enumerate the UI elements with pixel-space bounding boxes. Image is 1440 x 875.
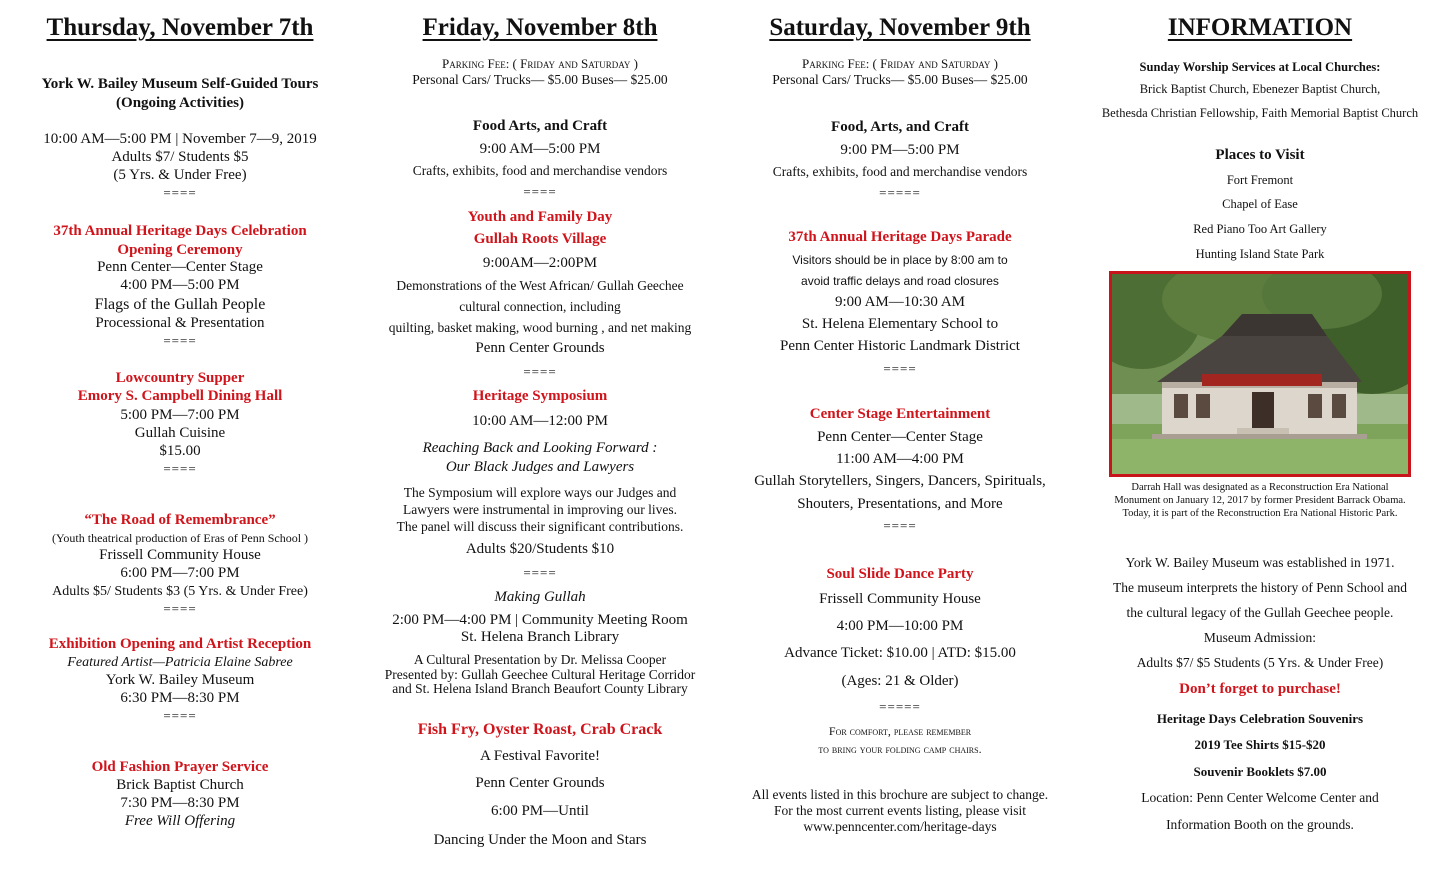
making-gullah-desc: A Cultural Presentation by Dr. Melissa Cooper: [413, 652, 667, 667]
opening-ceremony-location: Penn Center—Center Stage: [97, 259, 263, 275]
souvenirs-title: Heritage Days Celebration Souvenirs: [1156, 711, 1364, 726]
fish-fry-line: Penn Center Grounds: [475, 775, 605, 791]
exhibition-location: York W. Bailey Museum: [105, 672, 255, 688]
museum-tours-subtitle: (Ongoing Activities): [116, 95, 244, 111]
separator: ====: [883, 518, 917, 533]
center-stage-desc: Shouters, Presentations, and More: [797, 496, 1003, 512]
opening-ceremony-line: Processional & Presentation: [95, 315, 265, 331]
food-arts-time: 9:00 PM—5:00 PM: [840, 142, 960, 158]
photo-caption: Darrah Hall was designated as a Reconstruction Era National: [1131, 482, 1389, 493]
separator: ====: [163, 601, 197, 616]
purchase-location: Location: Penn Center Welcome Center and: [1141, 790, 1379, 805]
place-item: Chapel of Ease: [1222, 197, 1298, 211]
fish-fry-title: Fish Fry, Oyster Roast, Crab Crack: [417, 721, 663, 738]
youth-day-desc: Demonstrations of the West African/ Gullah Geechee: [396, 278, 684, 293]
symposium-desc: The Symposium will explore ways our Judges and: [403, 485, 677, 500]
parade-time: 9:00 AM—10:30 AM: [834, 294, 966, 310]
place-item: Red Piano Too Art Gallery: [1193, 222, 1327, 236]
museum-tours-free: (5 Yrs. & Under Free): [113, 167, 247, 183]
parking-prices: Personal Cars/ Trucks— $5.00 Buses— $25.00: [412, 72, 668, 87]
fish-fry-line: Dancing Under the Moon and Stars: [433, 832, 647, 848]
friday-heading: Friday, November 8th: [422, 14, 658, 41]
museum-admission-price: Adults $7/ $5 Students (5 Yrs. & Under Free): [1136, 655, 1384, 670]
food-arts-time: 9:00 AM—5:00 PM: [479, 141, 601, 157]
worship-title: Sunday Worship Services at Local Churches:: [1139, 60, 1381, 74]
parade-route: Penn Center Historic Landmark District: [780, 338, 1020, 354]
dance-party-price: Advance Ticket: $10.00 | ATD: $15.00: [784, 645, 1016, 661]
parking-prices: Personal Cars/ Trucks— $5.00 Buses— $25.00: [772, 72, 1028, 87]
separator: ====: [163, 333, 197, 348]
opening-ceremony-line: Flags of the Gullah People: [94, 296, 266, 313]
supper-price: $15.00: [159, 443, 201, 459]
change-notice: All events listed in this brochure are subject to change.: [751, 787, 1049, 802]
dance-party-location: Frissell Community House: [819, 591, 981, 607]
exhibition-time: 6:30 PM—8:30 PM: [120, 690, 240, 706]
website-url: www.penncenter.com/heritage-days: [803, 819, 997, 834]
youth-day-time: 9:00AM—2:00PM: [482, 255, 598, 271]
separator: ====: [163, 708, 197, 723]
booklets-price: Souvenir Booklets $7.00: [1193, 764, 1327, 779]
museum-info: The museum interprets the history of Penn School and: [1113, 580, 1407, 595]
supper-subtitle: Emory S. Campbell Dining Hall: [77, 388, 283, 404]
making-gullah-desc: Presented by: Gullah Geechee Cultural Heritage Corridor: [384, 667, 696, 682]
dance-party-time: 4:00 PM—10:00 PM: [836, 618, 964, 634]
separator: ====: [523, 565, 557, 580]
making-gullah-title: Making Gullah: [494, 589, 586, 605]
museum-info: the cultural legacy of the Gullah Geechee people.: [1126, 605, 1394, 620]
separator: =====: [879, 699, 921, 714]
youth-day-subtitle: Gullah Roots Village: [473, 231, 607, 247]
friday-column: [360, 0, 720, 875]
thursday-column: [0, 0, 360, 875]
fish-fry-line: 6:00 PM—Until: [491, 803, 589, 819]
food-arts-title: Food Arts, and Craft: [472, 118, 608, 134]
supper-food: Gullah Cuisine: [134, 425, 226, 441]
parking-fee: Parking Fee: ( Friday and Saturday ): [441, 56, 639, 71]
worship-churches: Bethesda Christian Fellowship, Faith Memorial Baptist Church: [1101, 106, 1419, 120]
separator: ====: [163, 461, 197, 476]
place-item: Hunting Island State Park: [1195, 247, 1325, 261]
parade-note: avoid traffic delays and road closures: [801, 274, 999, 288]
making-gullah-time: 2:00 PM—4:00 PM | Community Meeting Room: [392, 612, 688, 628]
exhibition-title: Exhibition Opening and Artist Reception: [48, 636, 312, 652]
museum-tours-price: Adults $7/ Students $5: [111, 149, 249, 165]
museum-admission-label: Museum Admission:: [1203, 630, 1317, 645]
museum-info: York W. Bailey Museum was established in 1971.: [1125, 555, 1395, 570]
center-stage-desc: Gullah Storytellers, Singers, Dancers, Spirituals,: [754, 473, 1046, 489]
camp-chairs-note: to bring your folding camp chairs.: [818, 742, 982, 756]
place-item: Fort Fremont: [1226, 173, 1294, 187]
road-price: Adults $5/ Students $3 (5 Yrs. & Under Free): [52, 584, 308, 599]
youth-day-title: Youth and Family Day: [467, 209, 613, 225]
camp-chairs-note: For comfort, please remember: [828, 724, 972, 738]
prayer-location: Brick Baptist Church: [116, 777, 244, 793]
change-notice: For the most current events listing, please visit: [774, 803, 1026, 818]
parade-title: 37th Annual Heritage Days Parade: [788, 229, 1012, 245]
symposium-subtitle: Reaching Back and Looking Forward :: [422, 440, 658, 456]
youth-day-desc: cultural connection, including: [459, 299, 621, 314]
opening-ceremony-time: 4:00 PM—5:00 PM: [120, 277, 240, 293]
food-arts-title: Food, Arts, and Craft: [831, 119, 969, 135]
food-arts-desc: Crafts, exhibits, food and merchandise vendors: [412, 163, 668, 178]
information-column: [1080, 0, 1440, 875]
separator: ====: [523, 364, 557, 379]
thursday-heading: Thursday, November 7th: [46, 14, 314, 41]
making-gullah-desc: and St. Helena Island Branch Beaufort County Library: [392, 681, 688, 696]
saturday-heading: Saturday, November 9th: [769, 14, 1031, 41]
youth-day-location: Penn Center Grounds: [475, 340, 605, 356]
supper-title: Lowcountry Supper: [115, 370, 245, 386]
worship-churches: Brick Baptist Church, Ebenezer Baptist Church,: [1139, 82, 1381, 96]
museum-tours-title: York W. Bailey Museum Self-Guided Tours: [41, 76, 319, 92]
symposium-time: 10:00 AM—12:00 PM: [472, 413, 608, 429]
road-subtitle: (Youth theatrical production of Eras of Penn School ): [51, 531, 309, 545]
opening-ceremony-title: 37th Annual Heritage Days Celebration: [53, 223, 307, 239]
purchase-location: Information Booth on the grounds.: [1166, 817, 1354, 832]
darrah-hall-illustration: [1112, 274, 1408, 474]
prayer-note: Free Will Offering: [124, 813, 236, 829]
symposium-desc: The panel will discuss their significant contributions.: [396, 519, 684, 534]
photo-caption: Today, it is part of the Reconstruction Era National Historic Park.: [1122, 508, 1398, 519]
parade-route: St. Helena Elementary School to: [801, 316, 999, 332]
separator: =====: [879, 185, 921, 200]
places-title: Places to Visit: [1215, 147, 1305, 163]
photo-caption: Monument on January 12, 2017 by former President Barrack Obama.: [1114, 495, 1406, 506]
separator: ====: [523, 184, 557, 199]
prayer-title: Old Fashion Prayer Service: [91, 759, 269, 775]
parking-fee: Parking Fee: ( Friday and Saturday ): [801, 56, 999, 71]
saturday-column: [720, 0, 1080, 875]
symposium-title: Heritage Symposium: [472, 388, 608, 404]
museum-tours-time: 10:00 AM—5:00 PM | November 7—9, 2019: [43, 131, 317, 147]
parade-note: Visitors should be in place by 8:00 am to: [792, 253, 1008, 267]
food-arts-desc: Crafts, exhibits, food and merchandise vendors: [772, 164, 1028, 179]
making-gullah-location: St. Helena Branch Library: [460, 629, 620, 645]
road-location: Frissell Community House: [99, 547, 261, 563]
purchase-title: Don’t forget to purchase!: [1179, 681, 1341, 697]
dance-party-title: Soul Slide Dance Party: [826, 566, 974, 582]
opening-ceremony-subtitle: Opening Ceremony: [117, 242, 243, 258]
youth-day-desc: quilting, basket making, wood burning , and net making: [388, 320, 692, 335]
darrah-hall-photo: [1109, 271, 1411, 477]
exhibition-artist: Featured Artist—Patricia Elaine Sabree: [67, 655, 293, 670]
road-title: “The Road of Remembrance”: [84, 512, 276, 528]
symposium-desc: Lawyers were instrumental in improving our lives.: [402, 502, 678, 517]
supper-time: 5:00 PM—7:00 PM: [120, 407, 240, 423]
symposium-subtitle: Our Black Judges and Lawyers: [445, 459, 635, 475]
center-stage-time: 11:00 AM—4:00 PM: [836, 451, 964, 467]
separator: ====: [883, 361, 917, 376]
prayer-time: 7:30 PM—8:30 PM: [120, 795, 240, 811]
separator: ====: [163, 185, 197, 200]
tee-shirts-price: 2019 Tee Shirts $15-$20: [1194, 737, 1326, 752]
center-stage-location: Penn Center—Center Stage: [817, 429, 983, 445]
dance-party-ages: (Ages: 21 & Older): [841, 673, 959, 689]
fish-fry-line: A Festival Favorite!: [480, 748, 600, 764]
road-time: 6:00 PM—7:00 PM: [120, 565, 240, 581]
symposium-price: Adults $20/Students $10: [465, 541, 615, 557]
center-stage-title: Center Stage Entertainment: [809, 406, 991, 422]
information-heading: INFORMATION: [1167, 14, 1353, 41]
